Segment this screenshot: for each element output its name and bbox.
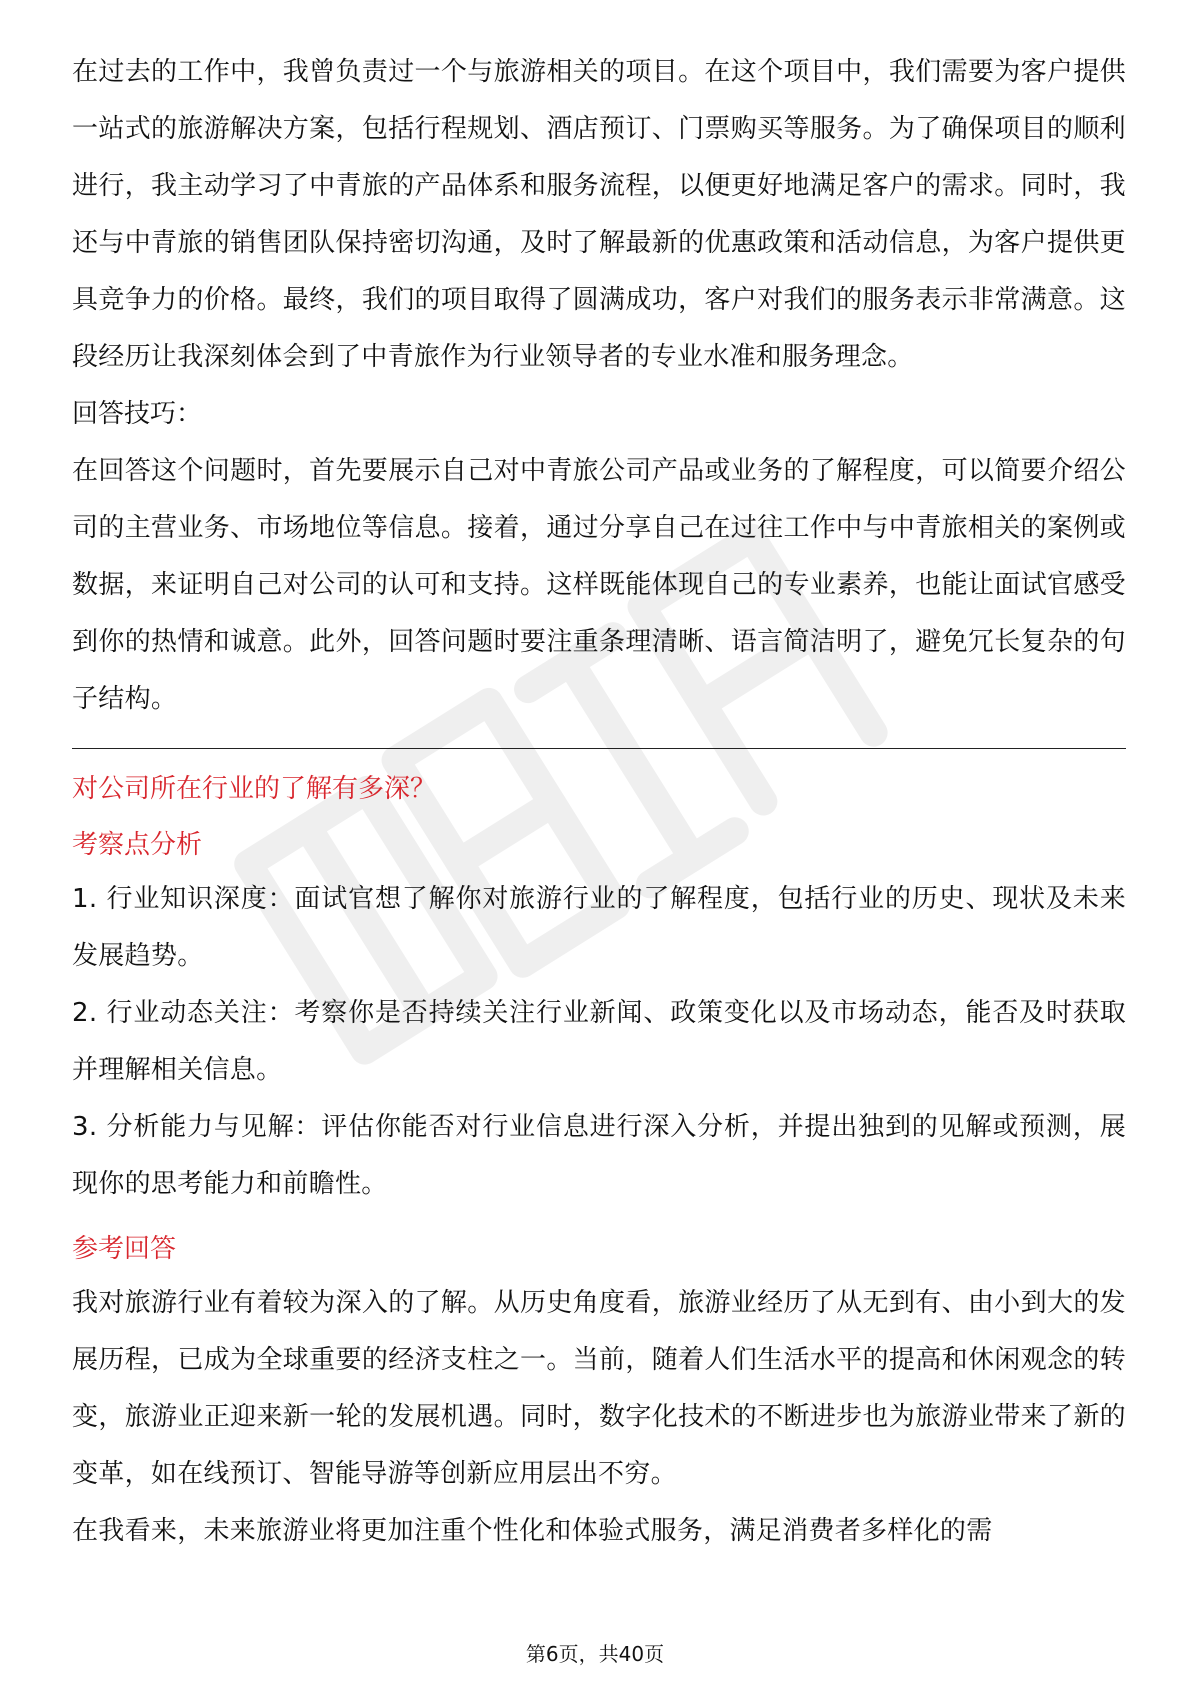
intro-paragraph: 在过去的工作中，我曾负责过一个与旅游相关的项目。在这个项目中，我们需要为客户提供一站式的旅游解决方案，包括行程规划、酒店预订、门票购买等服务。为了确保项目的顺利进行，我主动学习了中青旅的产品体系和服务流程，以便更好地满足客户的需求。同时，我还与中青旅的销售团队保持密切沟通，及时了解最新的优惠政策和活动信息，为客户提供更具竞争力的价格。最终，我们的项目取得了圆满成功，客户对我们的服务表示非常满意。这段经历让我深刻体会到了中青旅作为行业领导者的专业水准和服务理念。 bbox=[72, 57, 1126, 372]
analysis-point-1: 1. 行业知识深度：面试官想了解你对旅游行业的了解程度，包括行业的历史、现状及未来发展趋势。 bbox=[72, 884, 1126, 971]
page-content bbox=[72, 44, 1126, 1560]
reference-paragraph-1: 我对旅游行业有着较为深入的了解。从历史角度看，旅游业经历了从无到有、由小到大的发展历程，已成为全球重要的经济支柱之一。当前，随着人们生活水平的提高和休闲观念的转变，旅游业正迎来新一轮的发展机遇。同时，数字化技术的不断进步也为旅游业带来了新的变革，如在线预订、智能导游等创新应用层出不穷。 bbox=[72, 1288, 1126, 1489]
analysis-point-2: 2. 行业动态关注：考察你是否持续关注行业新闻、政策变化以及市场动态，能否及时获取并理解相关信息。 bbox=[72, 998, 1126, 1085]
analysis-point-3: 3. 分析能力与见解：评估你能否对行业信息进行深入分析，并提出独到的见解或预测，展现你的思考能力和前瞻性。 bbox=[72, 1112, 1126, 1199]
question-title: 对公司所在行业的了解有多深？ bbox=[72, 774, 437, 804]
tips-label: 回答技巧： bbox=[72, 399, 203, 429]
reference-heading: 参考回答 bbox=[72, 1234, 177, 1264]
section-divider bbox=[72, 748, 1126, 749]
reference-paragraph-2: 在我看来，未来旅游业将更加注重个性化和体验式服务，满足消费者多样化的需 bbox=[72, 1516, 993, 1546]
analysis-heading: 考察点分析 bbox=[72, 830, 203, 860]
page-footer: 第6页，共40页 bbox=[525, 1642, 665, 1666]
tips-paragraph: 在回答这个问题时，首先要展示自己对中青旅公司产品或业务的了解程度，可以简要介绍公司的主营业务、市场地位等信息。接着，通过分享自己在过往工作中与中青旅相关的案例或数据，来证明自己对公司的认可和支持。这样既能体现自己的专业素养，也能让面试官感受到你的热情和诚意。此外，回答问题时要注重条理清晰、语言简洁明了，避免冗长复杂的句子结构。 bbox=[72, 456, 1126, 714]
